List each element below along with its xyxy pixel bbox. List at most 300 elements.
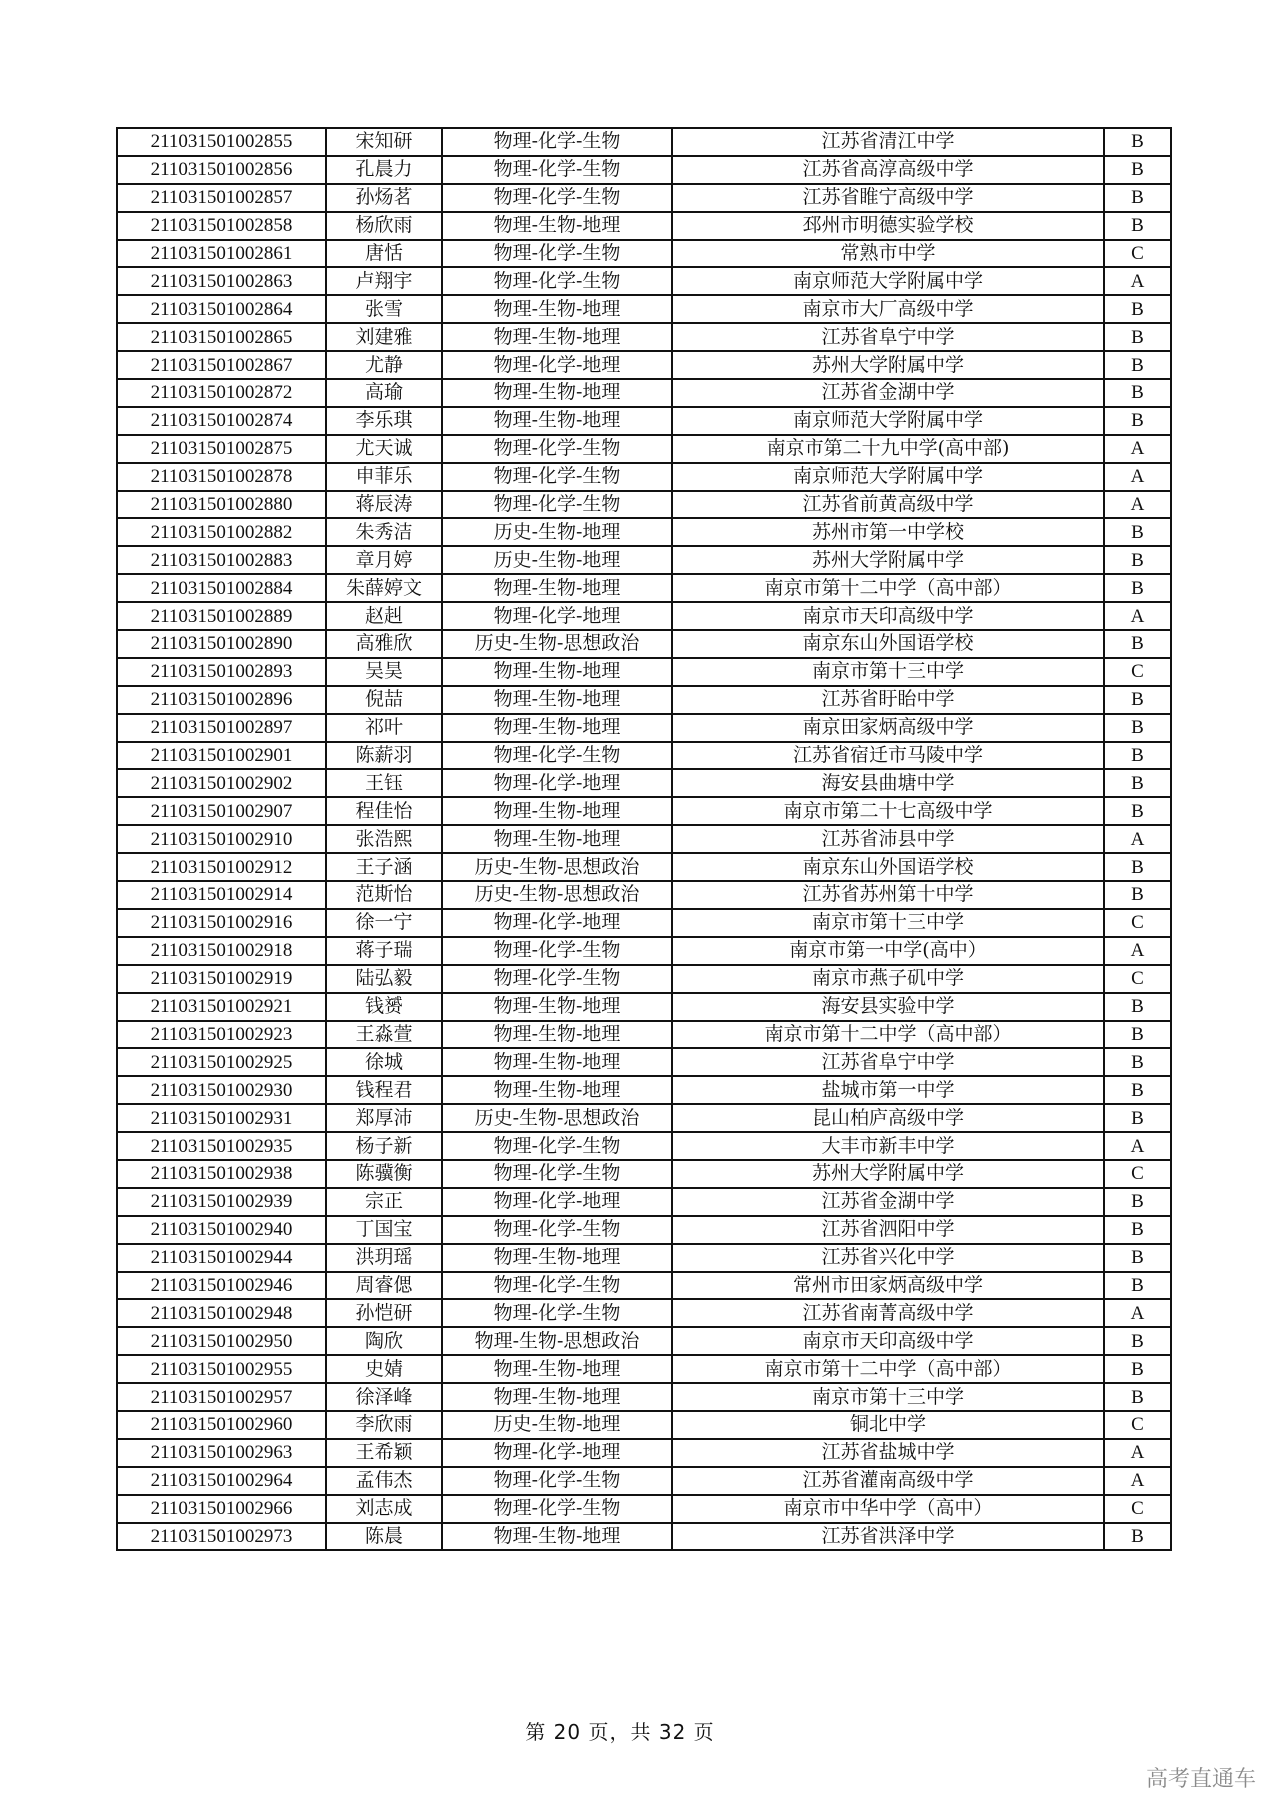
candidate-id-cell: 211031501002875 [117,435,326,463]
grade-cell: C [1104,909,1171,937]
table-row [117,1439,1171,1467]
grade-cell: B [1104,1272,1171,1300]
student-name-cell: 朱秀洁 [326,518,442,546]
candidate-id-cell: 211031501002960 [117,1411,326,1439]
subject-combination-cell: 历史-生物-思想政治 [442,853,672,881]
student-name-cell: 徐一宁 [326,909,442,937]
student-roster-table [116,127,1172,1551]
student-name-cell: 李乐琪 [326,407,442,435]
candidate-id-cell: 211031501002863 [117,267,326,295]
subject-combination-cell: 物理-化学-生物 [442,184,672,212]
subject-combination-cell: 物理-生物-地理 [442,797,672,825]
school-name-cell: 常州市田家炳高级中学 [672,1272,1104,1300]
candidate-id-cell: 211031501002918 [117,937,326,965]
table-row [117,463,1171,491]
table-row [117,1216,1171,1244]
grade-cell: B [1104,1523,1171,1551]
subject-combination-cell: 物理-化学-地理 [442,351,672,379]
table-row [117,267,1171,295]
subject-combination-cell: 物理-生物-思想政治 [442,1327,672,1355]
candidate-id-cell: 211031501002931 [117,1104,326,1132]
student-name-cell: 唐恬 [326,240,442,268]
table-row [117,295,1171,323]
candidate-id-cell: 211031501002923 [117,1021,326,1049]
table-row [117,574,1171,602]
grade-cell: A [1104,602,1171,630]
student-name-cell: 孟伟杰 [326,1467,442,1495]
school-name-cell: 南京市第十三中学 [672,909,1104,937]
school-name-cell: 江苏省阜宁中学 [672,323,1104,351]
grade-cell: B [1104,1076,1171,1104]
candidate-id-cell: 211031501002902 [117,769,326,797]
student-name-cell: 钱程君 [326,1076,442,1104]
candidate-id-cell: 211031501002921 [117,993,326,1021]
candidate-id-cell: 211031501002865 [117,323,326,351]
table-row [117,1523,1171,1551]
subject-combination-cell: 历史-生物-地理 [442,518,672,546]
candidate-id-cell: 211031501002855 [117,128,326,156]
subject-combination-cell: 历史-生物-思想政治 [442,881,672,909]
subject-combination-cell: 物理-化学-生物 [442,1160,672,1188]
student-name-cell: 王希颖 [326,1439,442,1467]
candidate-id-cell: 211031501002890 [117,630,326,658]
student-name-cell: 宗正 [326,1188,442,1216]
subject-combination-cell: 物理-化学-生物 [442,463,672,491]
school-name-cell: 苏州市第一中学校 [672,518,1104,546]
student-name-cell: 史婧 [326,1355,442,1383]
candidate-id-cell: 211031501002882 [117,518,326,546]
school-name-cell: 江苏省苏州第十中学 [672,881,1104,909]
table-row [117,965,1171,993]
candidate-id-cell: 211031501002874 [117,407,326,435]
candidate-id-cell: 211031501002907 [117,797,326,825]
student-name-cell: 倪喆 [326,686,442,714]
school-name-cell: 江苏省高淳高级中学 [672,156,1104,184]
candidate-id-cell: 211031501002963 [117,1439,326,1467]
candidate-id-cell: 211031501002883 [117,546,326,574]
candidate-id-cell: 211031501002889 [117,602,326,630]
table-row [117,351,1171,379]
table-row [117,1048,1171,1076]
grade-cell: A [1104,463,1171,491]
subject-combination-cell: 物理-生物-地理 [442,323,672,351]
student-name-cell: 孙炀茗 [326,184,442,212]
roster-body [117,128,1171,1550]
subject-combination-cell: 物理-化学-生物 [442,965,672,993]
candidate-id-cell: 211031501002856 [117,156,326,184]
candidate-id-cell: 211031501002957 [117,1383,326,1411]
subject-combination-cell: 历史-生物-思想政治 [442,630,672,658]
subject-combination-cell: 物理-化学-生物 [442,1299,672,1327]
grade-cell: A [1104,491,1171,519]
watermark-text: 高考直通车 [1145,1767,1256,1792]
school-name-cell: 江苏省泗阳中学 [672,1216,1104,1244]
school-name-cell: 南京市大厂高级中学 [672,295,1104,323]
candidate-id-cell: 211031501002864 [117,295,326,323]
table-row [117,1299,1171,1327]
subject-combination-cell: 物理-化学-生物 [442,1272,672,1300]
grade-cell: B [1104,407,1171,435]
candidate-id-cell: 211031501002925 [117,1048,326,1076]
table-row [117,1188,1171,1216]
table-row [117,518,1171,546]
student-name-cell: 杨子新 [326,1132,442,1160]
grade-cell: B [1104,769,1171,797]
table-row [117,435,1171,463]
subject-combination-cell: 历史-生物-地理 [442,546,672,574]
school-name-cell: 江苏省金湖中学 [672,1188,1104,1216]
candidate-id-cell: 211031501002867 [117,351,326,379]
school-name-cell: 江苏省盱眙中学 [672,686,1104,714]
school-name-cell: 南京市第十三中学 [672,658,1104,686]
student-name-cell: 张浩熙 [326,825,442,853]
subject-combination-cell: 物理-生物-地理 [442,1021,672,1049]
school-name-cell: 南京市第一中学(高中） [672,937,1104,965]
school-name-cell: 苏州大学附属中学 [672,351,1104,379]
student-name-cell: 孙恺研 [326,1299,442,1327]
table-row [117,1076,1171,1104]
subject-combination-cell: 物理-生物-地理 [442,825,672,853]
grade-cell: C [1104,1160,1171,1188]
school-name-cell: 江苏省盐城中学 [672,1439,1104,1467]
table-row [117,1355,1171,1383]
table-row [117,1411,1171,1439]
subject-combination-cell: 物理-化学-生物 [442,267,672,295]
school-name-cell: 海安县曲塘中学 [672,769,1104,797]
grade-cell: B [1104,379,1171,407]
table-row [117,769,1171,797]
subject-combination-cell: 物理-化学-生物 [442,1132,672,1160]
table-row [117,630,1171,658]
grade-cell: B [1104,1216,1171,1244]
candidate-id-cell: 211031501002914 [117,881,326,909]
grade-cell: B [1104,714,1171,742]
candidate-id-cell: 211031501002955 [117,1355,326,1383]
table-row [117,1495,1171,1523]
school-name-cell: 江苏省灌南高级中学 [672,1467,1104,1495]
student-name-cell: 孔晨力 [326,156,442,184]
student-name-cell: 蒋子瑞 [326,937,442,965]
grade-cell: B [1104,574,1171,602]
candidate-id-cell: 211031501002880 [117,491,326,519]
table-row [117,1021,1171,1049]
school-name-cell: 盐城市第一中学 [672,1076,1104,1104]
grade-cell: B [1104,881,1171,909]
grade-cell: B [1104,993,1171,1021]
school-name-cell: 南京市第十三中学 [672,1383,1104,1411]
subject-combination-cell: 物理-化学-生物 [442,1467,672,1495]
table-row [117,658,1171,686]
school-name-cell: 江苏省阜宁中学 [672,1048,1104,1076]
candidate-id-cell: 211031501002858 [117,212,326,240]
subject-combination-cell: 历史-生物-地理 [442,1411,672,1439]
table-row [117,156,1171,184]
student-name-cell: 钱赟 [326,993,442,1021]
subject-combination-cell: 物理-生物-地理 [442,1355,672,1383]
subject-combination-cell: 物理-化学-地理 [442,1188,672,1216]
school-name-cell: 南京市燕子矶中学 [672,965,1104,993]
subject-combination-cell: 物理-生物-地理 [442,686,672,714]
subject-combination-cell: 物理-生物-地理 [442,658,672,686]
student-name-cell: 杨欣雨 [326,212,442,240]
grade-cell: B [1104,128,1171,156]
grade-cell: C [1104,1495,1171,1523]
student-name-cell: 朱薛婷文 [326,574,442,602]
candidate-id-cell: 211031501002861 [117,240,326,268]
candidate-id-cell: 211031501002966 [117,1495,326,1523]
grade-cell: B [1104,295,1171,323]
table-row [117,1160,1171,1188]
student-name-cell: 陶欣 [326,1327,442,1355]
student-name-cell: 丁国宝 [326,1216,442,1244]
school-name-cell: 南京田家炳高级中学 [672,714,1104,742]
grade-cell: A [1104,1132,1171,1160]
table-row [117,742,1171,770]
subject-combination-cell: 物理-化学-生物 [442,240,672,268]
school-name-cell: 江苏省前黄高级中学 [672,491,1104,519]
student-name-cell: 周睿偲 [326,1272,442,1300]
grade-cell: B [1104,518,1171,546]
grade-cell: B [1104,1355,1171,1383]
table-row [117,853,1171,881]
student-name-cell: 郑厚沛 [326,1104,442,1132]
grade-cell: A [1104,825,1171,853]
student-name-cell: 程佳怡 [326,797,442,825]
student-name-cell: 尤静 [326,351,442,379]
subject-combination-cell: 物理-生物-地理 [442,407,672,435]
subject-combination-cell: 物理-生物-地理 [442,295,672,323]
school-name-cell: 苏州大学附属中学 [672,546,1104,574]
grade-cell: A [1104,435,1171,463]
school-name-cell: 江苏省南菁高级中学 [672,1299,1104,1327]
student-name-cell: 祁叶 [326,714,442,742]
subject-combination-cell: 物理-化学-生物 [442,128,672,156]
school-name-cell: 江苏省洪泽中学 [672,1523,1104,1551]
grade-cell: B [1104,1048,1171,1076]
page-number-label: 第 20 页，共 32 页 [525,1720,715,1744]
candidate-id-cell: 211031501002938 [117,1160,326,1188]
candidate-id-cell: 211031501002910 [117,825,326,853]
student-name-cell: 蒋辰涛 [326,491,442,519]
grade-cell: B [1104,853,1171,881]
grade-cell: B [1104,797,1171,825]
candidate-id-cell: 211031501002901 [117,742,326,770]
table-row [117,1104,1171,1132]
candidate-id-cell: 211031501002964 [117,1467,326,1495]
table-row [117,212,1171,240]
page-footer [0,1716,1280,1745]
subject-combination-cell: 物理-化学-生物 [442,491,672,519]
school-name-cell: 大丰市新丰中学 [672,1132,1104,1160]
student-name-cell: 吴昊 [326,658,442,686]
grade-cell: B [1104,1327,1171,1355]
candidate-id-cell: 211031501002948 [117,1299,326,1327]
table-row [117,546,1171,574]
table-row [117,491,1171,519]
grade-cell: C [1104,1411,1171,1439]
grade-cell: A [1104,1467,1171,1495]
grade-cell: B [1104,630,1171,658]
subject-combination-cell: 物理-化学-生物 [442,156,672,184]
subject-combination-cell: 物理-化学-生物 [442,435,672,463]
table-row [117,407,1171,435]
subject-combination-cell: 物理-生物-地理 [442,1523,672,1551]
school-name-cell: 江苏省金湖中学 [672,379,1104,407]
grade-cell: A [1104,267,1171,295]
table-row [117,602,1171,630]
candidate-id-cell: 211031501002896 [117,686,326,714]
school-name-cell: 南京市天印高级中学 [672,602,1104,630]
subject-combination-cell: 物理-化学-地理 [442,909,672,937]
candidate-id-cell: 211031501002939 [117,1188,326,1216]
grade-cell: B [1104,546,1171,574]
student-name-cell: 卢翔宇 [326,267,442,295]
school-name-cell: 南京师范大学附属中学 [672,267,1104,295]
subject-combination-cell: 历史-生物-思想政治 [442,1104,672,1132]
candidate-id-cell: 211031501002916 [117,909,326,937]
student-name-cell: 范斯怡 [326,881,442,909]
table-row [117,993,1171,1021]
candidate-id-cell: 211031501002930 [117,1076,326,1104]
grade-cell: B [1104,1021,1171,1049]
candidate-id-cell: 211031501002944 [117,1244,326,1272]
school-name-cell: 江苏省宿迁市马陵中学 [672,742,1104,770]
school-name-cell: 南京市第二十九中学(高中部) [672,435,1104,463]
subject-combination-cell: 物理-生物-地理 [442,1048,672,1076]
student-name-cell: 陆弘毅 [326,965,442,993]
school-name-cell: 江苏省沛县中学 [672,825,1104,853]
school-name-cell: 苏州大学附属中学 [672,1160,1104,1188]
student-name-cell: 陈薪羽 [326,742,442,770]
subject-combination-cell: 物理-生物-地理 [442,212,672,240]
grade-cell: B [1104,212,1171,240]
school-name-cell: 铜北中学 [672,1411,1104,1439]
candidate-id-cell: 211031501002950 [117,1327,326,1355]
candidate-id-cell: 211031501002919 [117,965,326,993]
grade-cell: C [1104,658,1171,686]
school-name-cell: 南京东山外国语学校 [672,630,1104,658]
grade-cell: C [1104,965,1171,993]
student-name-cell: 章月婷 [326,546,442,574]
candidate-id-cell: 211031501002857 [117,184,326,212]
candidate-id-cell: 211031501002973 [117,1523,326,1551]
subject-combination-cell: 物理-生物-地理 [442,1244,672,1272]
student-name-cell: 李欣雨 [326,1411,442,1439]
school-name-cell: 邳州市明德实验学校 [672,212,1104,240]
table-row [117,909,1171,937]
subject-combination-cell: 物理-生物-地理 [442,379,672,407]
subject-combination-cell: 物理-化学-生物 [442,1495,672,1523]
candidate-id-cell: 211031501002940 [117,1216,326,1244]
grade-cell: B [1104,686,1171,714]
table-row [117,937,1171,965]
table-row [117,797,1171,825]
subject-combination-cell: 物理-化学-地理 [442,1439,672,1467]
school-name-cell: 南京师范大学附属中学 [672,463,1104,491]
subject-combination-cell: 物理-化学-生物 [442,937,672,965]
table-row [117,240,1171,268]
subject-combination-cell: 物理-生物-地理 [442,1076,672,1104]
table-row [117,1383,1171,1411]
student-name-cell: 王淼萱 [326,1021,442,1049]
school-name-cell: 江苏省清江中学 [672,128,1104,156]
school-name-cell: 昆山柏庐高级中学 [672,1104,1104,1132]
subject-combination-cell: 物理-生物-地理 [442,574,672,602]
school-name-cell: 江苏省睢宁高级中学 [672,184,1104,212]
student-name-cell: 刘志成 [326,1495,442,1523]
table-row [117,686,1171,714]
candidate-id-cell: 211031501002912 [117,853,326,881]
table-row [117,1132,1171,1160]
student-name-cell: 高瑜 [326,379,442,407]
school-name-cell: 南京师范大学附属中学 [672,407,1104,435]
student-name-cell: 尤天诚 [326,435,442,463]
grade-cell: B [1104,742,1171,770]
subject-combination-cell: 物理-生物-地理 [442,1383,672,1411]
table-row [117,379,1171,407]
school-name-cell: 南京市第十二中学（高中部） [672,1355,1104,1383]
candidate-id-cell: 211031501002878 [117,463,326,491]
student-name-cell: 宋知研 [326,128,442,156]
table-row [117,323,1171,351]
school-name-cell: 南京市第二十七高级中学 [672,797,1104,825]
table-row [117,825,1171,853]
school-name-cell: 常熟市中学 [672,240,1104,268]
candidate-id-cell: 211031501002897 [117,714,326,742]
grade-cell: B [1104,323,1171,351]
student-name-cell: 洪玥瑶 [326,1244,442,1272]
school-name-cell: 南京市天印高级中学 [672,1327,1104,1355]
grade-cell: B [1104,1244,1171,1272]
candidate-id-cell: 211031501002884 [117,574,326,602]
subject-combination-cell: 物理-生物-地理 [442,993,672,1021]
table-row [117,1467,1171,1495]
grade-cell: B [1104,1383,1171,1411]
table-row [117,1244,1171,1272]
table-row [117,1272,1171,1300]
grade-cell: B [1104,156,1171,184]
student-name-cell: 徐泽峰 [326,1383,442,1411]
candidate-id-cell: 211031501002893 [117,658,326,686]
grade-cell: A [1104,1299,1171,1327]
student-name-cell: 刘建雅 [326,323,442,351]
school-name-cell: 南京市第十二中学（高中部） [672,1021,1104,1049]
student-name-cell: 王子涵 [326,853,442,881]
table-row [117,128,1171,156]
grade-cell: A [1104,937,1171,965]
school-name-cell: 海安县实验中学 [672,993,1104,1021]
table-row [117,184,1171,212]
student-name-cell: 陈晨 [326,1523,442,1551]
candidate-id-cell: 211031501002935 [117,1132,326,1160]
student-name-cell: 赵赳 [326,602,442,630]
subject-combination-cell: 物理-生物-地理 [442,714,672,742]
school-name-cell: 南京市第十二中学（高中部） [672,574,1104,602]
grade-cell: B [1104,1104,1171,1132]
grade-cell: C [1104,240,1171,268]
student-name-cell: 张雪 [326,295,442,323]
grade-cell: B [1104,184,1171,212]
grade-cell: B [1104,1188,1171,1216]
school-name-cell: 南京市中华中学（高中） [672,1495,1104,1523]
student-name-cell: 高雅欣 [326,630,442,658]
student-name-cell: 王钰 [326,769,442,797]
student-name-cell: 陈骥衡 [326,1160,442,1188]
table-row [117,714,1171,742]
table-row [117,881,1171,909]
subject-combination-cell: 物理-化学-生物 [442,1216,672,1244]
student-name-cell: 徐城 [326,1048,442,1076]
